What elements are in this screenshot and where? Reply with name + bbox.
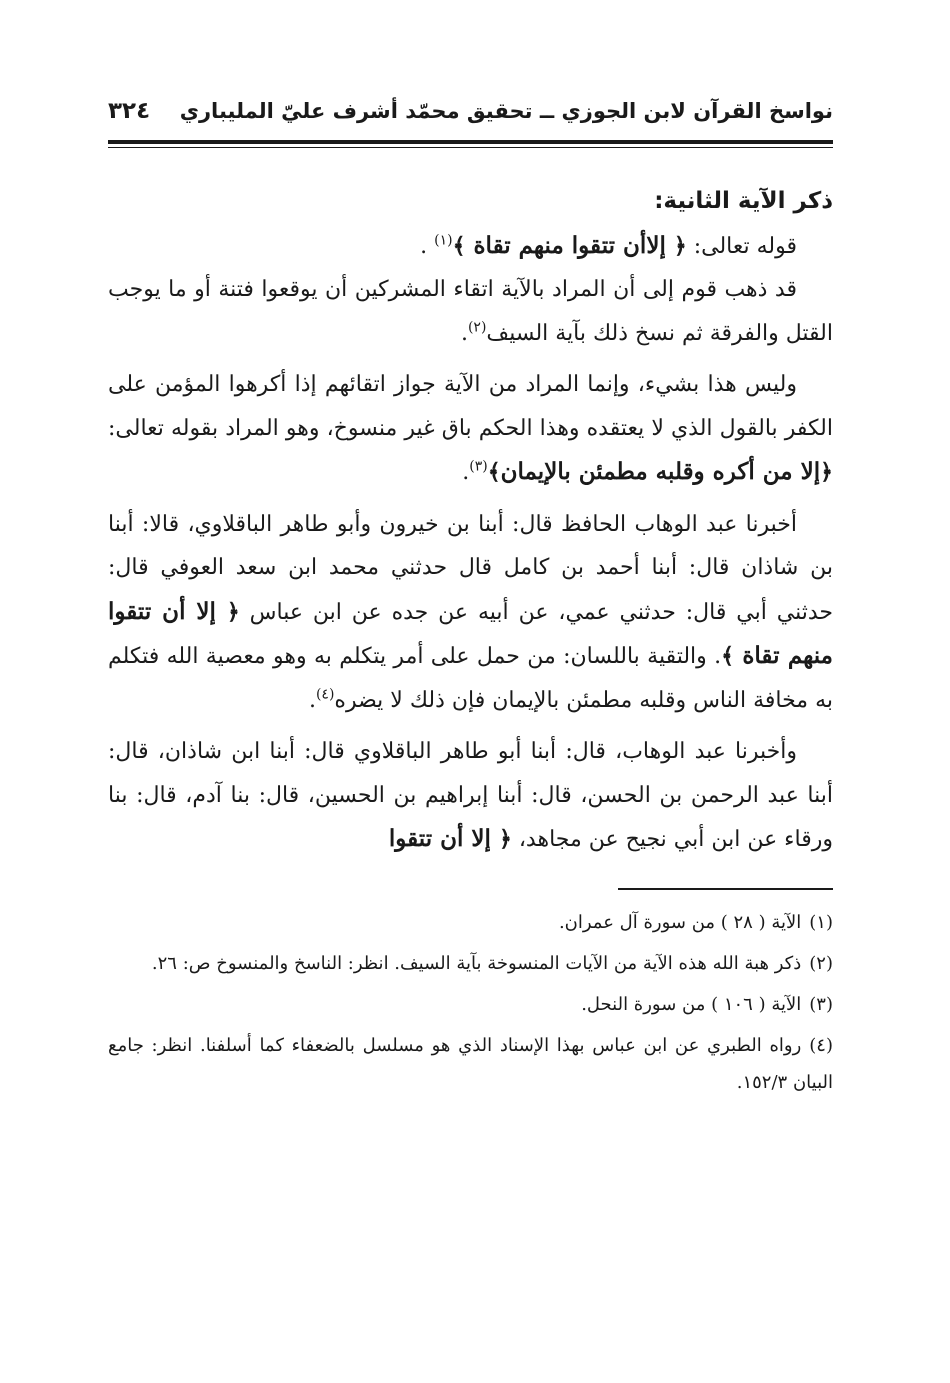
verse-open-bracket: ﴿ — [673, 232, 687, 259]
footnotes — [108, 904, 833, 1101]
paragraph-text: قد ذهب قوم إلى أن المراد بالآية اتقاء المشركين أن يوقعوا فتنة أو ما يوجب القتل والفرقة ثم نسخ ذلك بآية السيف — [108, 277, 833, 346]
book-page — [108, 98, 833, 1105]
footnote-text: الآية ( ٢٨ ) من سورة آل عمران. — [558, 911, 802, 933]
running-title: نواسخ القرآن لابن الجوزي ــ تحقيق محمّد أشرف عليّ المليباري — [179, 99, 833, 123]
paragraph-tail: . — [308, 687, 316, 713]
page-number: ٣٢٤ — [108, 98, 151, 124]
verse-open-bracket: ﴿ — [498, 826, 512, 852]
footnote-item — [108, 986, 833, 1023]
verse-close-bracket: ﴾ — [487, 459, 501, 485]
verse-intro-lead: قوله تعالى: — [686, 233, 797, 259]
footnote-number: (٤) — [809, 1034, 833, 1056]
footnote-number: (٢) — [809, 952, 833, 974]
footnote-text: الآية ( ١٠٦ ) من سورة النحل. — [581, 993, 802, 1015]
footnote-text: ذكر هبة الله هذه الآية من الآيات المنسوخة بآية السيف. انظر: الناسخ والمنسوخ ص: ٢٦. — [151, 952, 802, 974]
header-rule-thin — [108, 147, 833, 148]
verse-open-bracket: ﴿ — [226, 598, 240, 625]
footnote-item — [108, 1027, 833, 1101]
verse-close-bracket: ﴾ — [721, 643, 735, 669]
paragraph-isnad-one — [108, 503, 833, 723]
paragraph-refutation — [108, 363, 833, 495]
paragraph-text: وليس هذا بشيء، وإنما المراد من الآية جواز اتقائهم إذا أكرهوا المؤمن على الكفر بالقول الذي لا يعتقده وهذا الحكم باق غير منسوخ، وهو المراد بقوله تعالى: — [108, 372, 833, 441]
paragraph-tail: . — [462, 460, 470, 485]
footnote-number: (٣) — [809, 993, 833, 1015]
quran-verse: إلا أن تتقوا منهم تقاة — [108, 597, 833, 669]
verse-intro-paragraph — [108, 224, 833, 269]
footnote-text: رواه الطبري عن ابن عباس بهذا الإسناد الذي هو مسلسل بالضعفاء كما أسلفنا. انظر: جامع البيان ١٥٢/٣. — [108, 1034, 833, 1093]
paragraph-text: أخبرنا عبد الوهاب الحافظ قال: أبنا بن خيرون وأبو طاهر الباقلاوي، قالا: أبنا بن شاذان قال: أبنا أحمد بن كامل قال حدثني محمد ابن سعد العوفي قال: حدثني أبي قال: حدثني عمي، عن أبيه عن جده عن ابن عباس — [108, 511, 834, 625]
main-text — [108, 180, 833, 862]
paragraph-text-continued: . والتقية باللسان: من حمل على أمر يتكلم به وهو معصية الله فتكلم به مخافة الناس وقلبه مطمئن بالإيمان فإن ذلك لا يضره — [108, 644, 833, 713]
section-heading: ذكر الآية الثانية: — [654, 188, 833, 214]
footnote-item — [108, 904, 833, 941]
footnote-ref: (٢) — [467, 319, 487, 336]
verse-open-bracket: ﴿ — [820, 459, 833, 485]
paragraph-text: وأخبرنا عبد الوهاب، قال: أبنا أبو طاهر الباقلاوي قال: أبنا ابن شاذان، قال: أبنا عبد الرحمن بن الحسن، قال: أبنا إبراهيم بن الحسين، قال: بنا آدم، قال: بنا ورقاء عن ابن أبي نجيح عن مجاهد، — [108, 739, 833, 852]
footnote-ref: (١) — [434, 232, 453, 249]
footnote-separator — [618, 888, 833, 890]
paragraph-isnad-two — [108, 730, 833, 862]
quran-verse: إلا أن تتقوا — [388, 825, 499, 852]
paragraph-tail: . — [460, 320, 468, 346]
footnote-ref: (٤) — [315, 686, 335, 703]
footnote-number: (١) — [809, 911, 833, 933]
verse-close-bracket: ﴾ — [452, 232, 466, 259]
paragraph-abrogation-claim — [108, 268, 833, 355]
footnote-item — [108, 945, 833, 982]
quran-verse: إلاأن تتقوا منهم تقاة — [465, 231, 674, 259]
verse-intro-tail: . — [420, 233, 435, 259]
quran-verse: إلا من أكره وقلبه مطمئن بالإيمان — [500, 458, 821, 485]
running-header — [108, 98, 833, 138]
footnote-ref: (٣) — [469, 458, 488, 475]
header-rule-thick — [108, 140, 833, 144]
